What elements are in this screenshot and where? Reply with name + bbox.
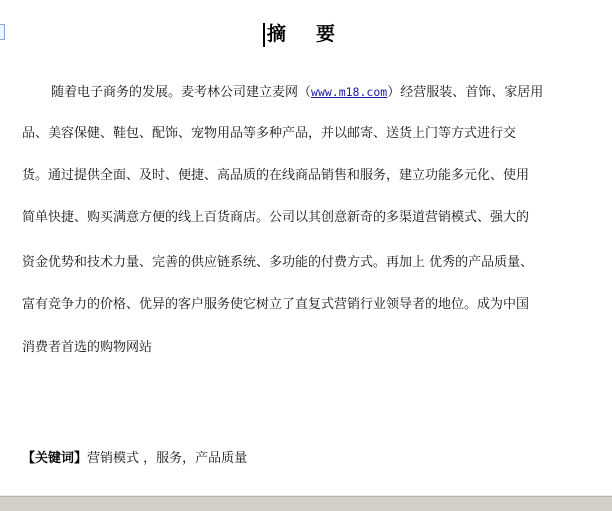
abstract-line-3: 货。通过提供全面、及时、便捷、高品质的在线商品销售和服务，建立功能多元化、使用 [22, 168, 530, 183]
keywords-value: 营销模式 ，服务，产品质量 [87, 451, 248, 466]
line1-after-link: ）经营服装、首饰、家居用 [387, 85, 544, 100]
abstract-line-4: 简单快捷、购买满意方便的线上百货商店。公司以其创意新奇的多渠道营销模式、强大的 [22, 210, 530, 225]
page-title [0, 20, 612, 50]
abstract-line-1 [51, 83, 543, 102]
keywords-line [22, 450, 247, 468]
keywords-label: 【关键词】 [22, 451, 88, 466]
status-bar [0, 496, 612, 511]
abstract-line-6: 富有竞争力的价格、优异的客户服务使它树立了直复式营销行业领导者的地位。成为中国 [22, 297, 530, 312]
text-cursor [263, 23, 265, 47]
abstract-line-2: 品、美容保健、鞋包、配饰、宠物用品等多种产品，并以邮寄、送货上门等方式进行交 [22, 126, 517, 141]
title-char-2: 要 [316, 23, 336, 45]
line1-before-link: 随着电子商务的发展。麦考林公司建立麦网（ [51, 85, 312, 100]
website-link[interactable]: www.m18.com [311, 85, 388, 99]
abstract-line-7: 消费者首选的购物网站 [22, 340, 153, 355]
abstract-line-5: 资金优势和技术力量、完善的供应链系统、多功能的付费方式。再加上 优秀的产品质量、 [22, 255, 534, 270]
title-char-1: 摘 [267, 23, 287, 45]
